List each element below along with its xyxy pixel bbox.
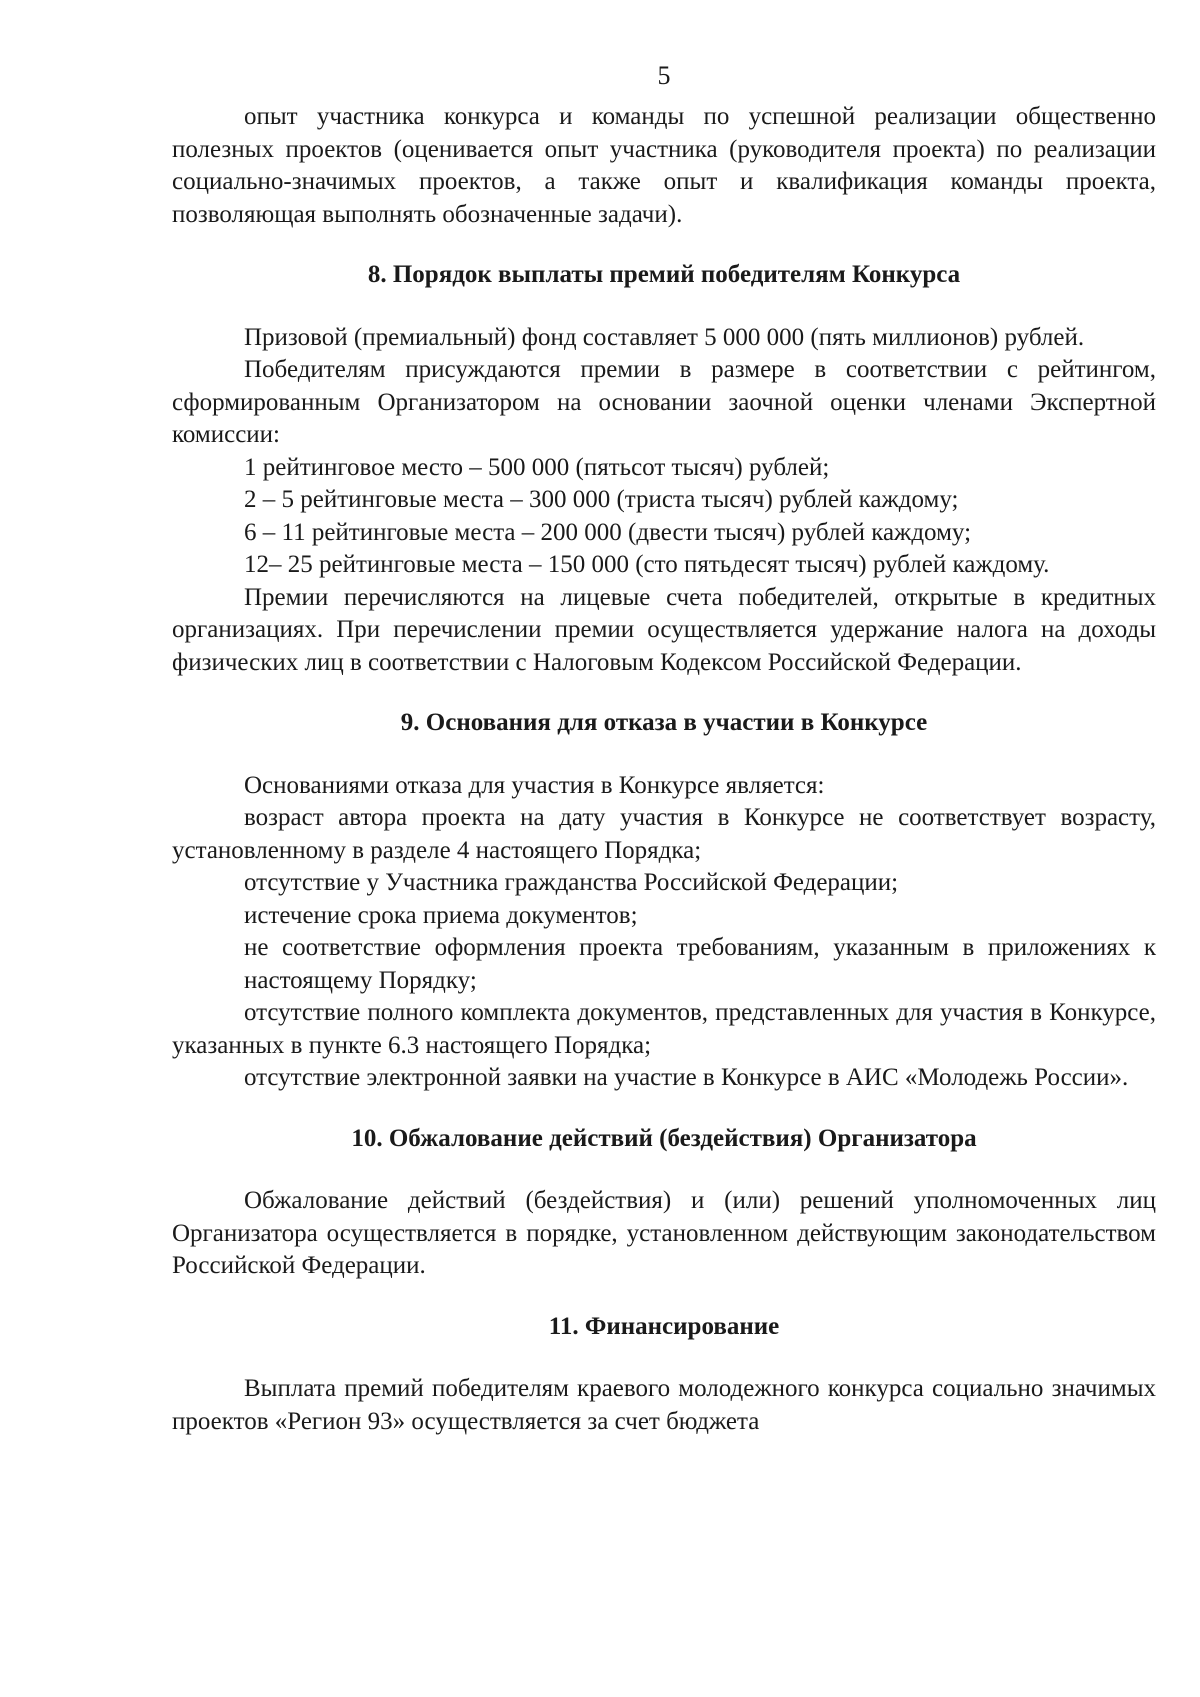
appeal-paragraph: Обжалование действий (бездействия) и (или) решений уполномоченных лиц Организатора осуществляется в порядке, установленном действующим законодательством Российской Федерации. [172,1187,1156,1280]
transfer-paragraph: Премии перечисляются на лицевые счета победителей, открытые в кредитных организациях. При перечислении премии осуществляется удержание налога на доходы физических лиц в соответствии с Налоговым Кодексом Российской Федерации. [172,583,1156,676]
winners-intro-paragraph: Победителям присуждаются премии в размере в соответствии с рейтингом, сформированным Организатором на основании заочной оценки членами Экспертной комиссии: [172,356,1156,449]
refusal-reason-6: отсутствие электронной заявки на участие в Конкурсе в АИС «Молодежь России». [244,1064,1129,1092]
prize-fund-paragraph: Призовой (премиальный) фонд составляет 5 000 000 (пять миллионов) рублей. [244,323,1085,351]
refusal-reason-5: отсутствие полного комплекта документов, представленных для участия в Конкурсе, указанных в пункте 6.3 настоящего Порядка; [172,999,1156,1059]
prize-item-4: 12– 25 рейтинговые места – 150 000 (сто пятьдесят тысяч) рублей каждому. [244,551,1050,579]
prize-item-3: 6 – 11 рейтинговые места – 200 000 (двести тысяч) рублей каждому; [244,518,972,546]
intro-paragraph: опыт участника конкурса и команды по успешной реализации общественно полезных проектов (оценивается опыт участника (руководителя проекта) по реализации социально-значимых проектов, а также опыт и квалификация команды проекта, позволяющая выполнять обозначенные задачи). [172,103,1156,228]
prize-item-2: 2 – 5 рейтинговые места – 300 000 (триста тысяч) рублей каждому; [244,486,959,514]
section-11-heading: 11. Финансирование [548,1312,780,1340]
refusal-reason-2: отсутствие у Участника гражданства Российской Федерации; [244,869,899,897]
section-9-heading: 9. Основания для отказа в участии в Конкурсе [400,709,928,737]
prize-item-1: 1 рейтинговое место – 500 000 (пятьсот тысяч) рублей; [244,453,830,481]
section-8-heading: 8. Порядок выплаты премий победителям Конкурса [367,261,961,289]
refusal-reason-4: не соответствие оформления проекта требованиям, указанным в приложениях к настоящему Порядку; [244,934,1156,994]
page-number: 5 [657,61,671,90]
document-page [172,60,1156,1438]
refusal-reason-3: истечение срока приема документов; [244,901,638,929]
financing-paragraph: Выплата премий победителям краевого молодежного конкурса социально значимых проектов «Регион 93» осуществляется за счет бюджета [172,1375,1156,1435]
refusal-reason-1: возраст автора проекта на дату участия в Конкурсе не соответствует возрасту, установленному в разделе 4 настоящего Порядка; [172,804,1156,864]
section-10-heading: 10. Обжалование действий (бездействия) Организатора [351,1124,977,1152]
refusal-intro: Основаниями отказа для участия в Конкурсе является: [244,771,825,799]
